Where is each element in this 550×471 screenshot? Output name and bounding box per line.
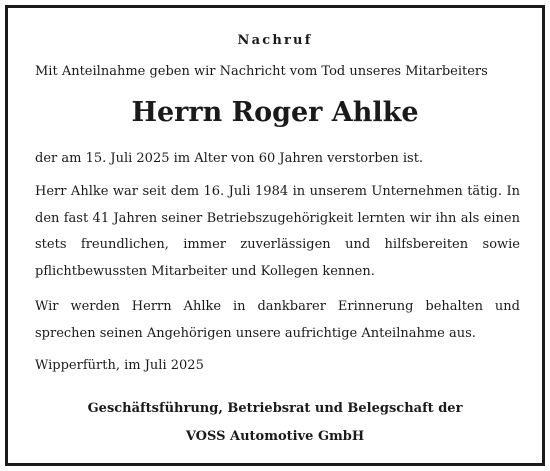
deceased-name: Herrn Roger Ahlke [131, 97, 419, 128]
intro-text: Mit Anteilnahme geben wir Nachricht vom Tod unseres Mitarbeiters [35, 64, 488, 79]
death-date-text: der am 15. Juli 2025 im Alter von 60 Jahren verstorben ist. [35, 151, 424, 166]
condolence-paragraph: Wir werden Herrn Ahlke in dankbarer Erinnerung behalten und sprechen seinen Angehörigen unsere aufrichtige Anteilnahme aus. [35, 299, 520, 341]
notice-heading: Nachruf [237, 33, 313, 48]
place-date: Wipperfürth, im Juli 2025 [35, 358, 204, 373]
tribute-paragraph: Herr Ahlke war seit dem 16. Juli 1984 in unserem Unternehmen tätig. In den fast 41 Jahren seiner Betriebszugehörigkeit lernten wir ihn als einen stets freundlichen, immer zuverlässigen und hilfsbereiten sowie pflichtbewussten Mitarbeiter und Kollegen kennen. [35, 184, 520, 279]
signature-line-1: Geschäftsführung, Betriebsrat und Belegschaft der [87, 401, 463, 416]
obituary-notice [5, 5, 545, 466]
signature-line-2: VOSS Automotive GmbH [185, 429, 365, 444]
